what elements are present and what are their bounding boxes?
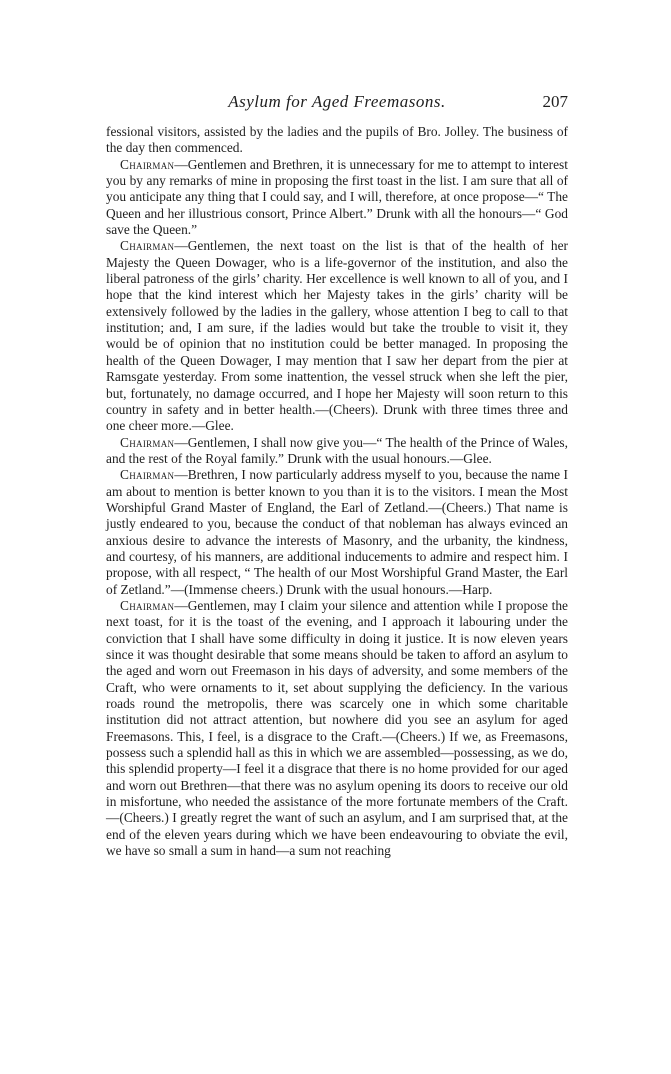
speaker-label: Chairman <box>120 467 175 483</box>
running-title: Asylum for Aged Freemasons. <box>228 92 446 111</box>
speaker-label: Chairman <box>120 434 175 450</box>
paragraph-toast-queen-dowager <box>106 238 568 434</box>
paragraph-text: —Brethren, I now particularly address myself to you, because the name I am about to mention is better known to you than it is to the visitors. I mean the Most Worshipful Grand Master of England, the Earl of Zetland.—(Cheers.) That name is justly endeared to you, because the conduct of that nobleman has always evinced an anxious desire to advance the interests of Masonry, and the urbanity, the kindness, and courtesy, of his manners, are additional inducements to admire and respect him. I propose, with all respect, “ The health of our Most Worshipful Grand Master, the Earl of Zetland.”—(Immense cheers.) Drunk with the usual honours.—Harp. <box>106 467 568 597</box>
running-head <box>106 92 568 116</box>
paragraph-text: —Gentlemen, I shall now give you—“ The health of the Prince of Wales, and the rest of the Royal family.” Drunk with the usual honours.—Glee. <box>106 434 568 466</box>
paragraph-toast-asylum <box>106 598 568 860</box>
paragraph-toast-queen <box>106 157 568 239</box>
paragraph-text: —Gentlemen and Brethren, it is unnecessary for me to attempt to interest you by any remarks of mine in proposing the first toast in the list. I am sure that all of you anticipate any thing that I could say, and I will, therefore, at once propose—“ The Queen and her illustrious consort, Prince Albert.” Drunk with all the honours—“ God save the Queen.” <box>106 156 568 238</box>
speaker-label: Chairman <box>120 156 175 172</box>
paragraph-text: fessional visitors, assisted by the ladies and the pupils of Bro. Jolley. The business of the day then commenced. <box>106 124 568 156</box>
paragraph-text: —Gentlemen, may I claim your silence and attention while I propose the next toast, for it is the toast of the evening, and I approach it labouring under the conviction that I shall have some difficulty in doing it justice. It is now eleven years since it was thought desirable that some means should be taken to afford an asylum to the aged and worn out Freemason in his days of adversity, and some members of the Craft, who were ornaments to it, set about supplying the deficiency. In the various roads round the metropolis, there was scarcely one in which some charitable institution did not attract attention, but nowhere did you see an asylum for aged Freemasons. This, I feel, is a disgrace to the Craft.—(Cheers.) If we, as Freemasons, possess such a splendid hall as this in which we are assembled—possessing, as we do, this splendid property—I feel it a disgrace that there is no home provided for our aged and worn out Brethren—that there was no asylum opening its doors to receive our old in misfortune, who needed the assistance of the more fortunate members of the Craft.—(Cheers.) I greatly regret the want of such an asylum, and I am surprised that, at the end of the eleven years during which we have been endeavouring to obviate the evil, we have so small a sum in hand—a sum not reaching <box>106 597 568 859</box>
paragraph-toast-prince-of-wales <box>106 435 568 468</box>
page-number: 207 <box>542 92 568 111</box>
paragraph-toast-grand-master <box>106 467 568 598</box>
speaker-label: Chairman <box>120 597 175 613</box>
paragraph-continuation <box>106 124 568 157</box>
speaker-label: Chairman <box>120 238 175 254</box>
paragraph-text: —Gentlemen, the next toast on the list is that of the health of her Majesty the Queen Dowager, who is a life-governor of the institution, and also the liberal patroness of the girls’ charity. Her excellence is well known to all of you, and I hope that the kind interest which her Majesty takes in the girls’ charity will be extensively followed by the ladies in the gallery, whose attention I beg to call to that institution; and, I am sure, if the ladies would but take the trouble to visit it, they would be of opinion that no institution could be better managed. In proposing the health of the Queen Dowager, I may mention that I saw her depart from the pier at Ramsgate yesterday. From some inattention, the vessel struck when she left the pier, but, fortunately, no damage occurred, and I hope her Majesty will soon return to this country in safety and in better health.—(Cheers). Drunk with three times three and one cheer more.—Glee. <box>106 238 568 434</box>
body-text <box>106 124 568 859</box>
